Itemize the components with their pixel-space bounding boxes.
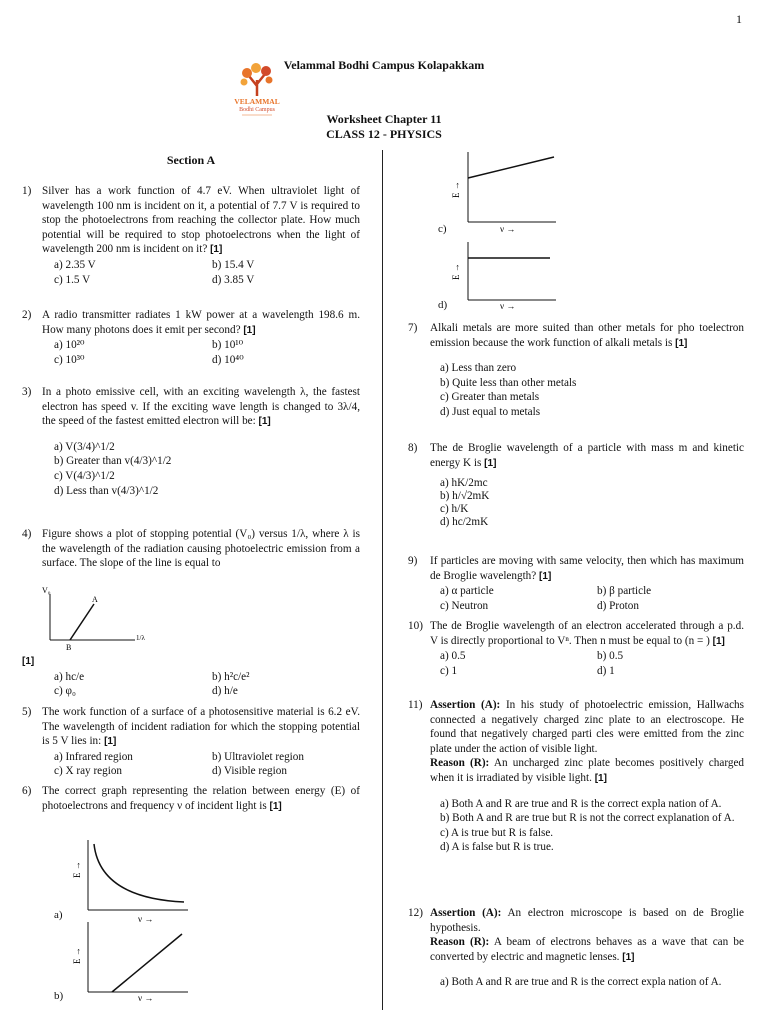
options: [440, 649, 744, 678]
option-a: a) V(3/4)^1/2: [54, 440, 115, 453]
energy-axis-label: E →: [72, 861, 82, 878]
option-d: d) Just equal to metals: [440, 405, 541, 418]
option-b: b) Ultraviolet region: [212, 750, 304, 763]
question-text: The work function of a surface of a photosensitive material is 6.2 eV. The wavelength of incident radiation for which the stopping potential is 5 V lies in:: [42, 706, 360, 748]
option-b: b) Greater than v(4/3)^1/2: [54, 455, 172, 468]
question-6: 6) The correct graph representing the relation between energy (E) of photoelectrons and frequency ν of incident light is [1]: [22, 785, 360, 812]
options: [440, 797, 744, 855]
freq-axis-label: ν →: [138, 993, 154, 1003]
logo-text-2: Bodhi Campus: [239, 107, 275, 113]
option-a: a) 0.5: [440, 650, 466, 663]
column-divider: [382, 150, 383, 1010]
question-9: 9) If particles are moving with same velocity, then which has maximum de Broglie wavelength? [1] a) α particle b) β particle c) Neutron d) Proton: [408, 555, 744, 612]
option-a: a) α particle: [440, 585, 494, 598]
question-2: 2) A radio transmitter radiates 1 kW power at a wavelength 198.6 m. How many photons does it emit per second? [1] a) 10²⁰ b) 10¹⁰ c) 10³⁰ d) 10⁴⁰: [22, 309, 360, 366]
option-d: d) Visible region: [212, 765, 287, 778]
option-b: b) Quite less than other metals: [440, 376, 577, 389]
options: [440, 584, 744, 613]
option-a: a) hc/e: [54, 670, 85, 683]
option-b: b) β particle: [597, 585, 652, 598]
freq-axis-label: ν →: [138, 914, 154, 924]
energy-axis-label: E →: [72, 947, 82, 964]
option-b: b) Both A and R are true but R is not the correct explanation of A.: [440, 812, 735, 825]
page-number: 1: [736, 12, 742, 26]
option-b: b): [54, 990, 64, 1002]
option-c: c) h/K: [440, 503, 469, 516]
logo-text-1: VELAMMAL: [234, 97, 280, 106]
question-8: 8) The de Broglie wavelength of a particle with mass m and kinetic energy K is [1] a) hK/2mc b) h/√2mK c) h/K d) hc/2mK: [408, 442, 744, 529]
option-c: c) X ray region: [54, 765, 123, 778]
stopping-potential-graph: [40, 586, 150, 661]
option-a: a) Less than zero: [440, 362, 517, 375]
option-c: c) Neutron: [440, 599, 489, 612]
question-text: The de Broglie wavelength of a particle with mass m and kinetic energy K is: [430, 442, 744, 469]
option-b: b) 0.5: [597, 650, 624, 663]
option-a: a) Infrared region: [54, 750, 133, 763]
question-4: 4) Figure shows a plot of stopping potential (V₀) versus 1/λ, where λ is the wavelength of the radiation causing photoelectric emission from a surface. The slope of the line is equal to: [22, 528, 360, 570]
option-d: d) 10⁴⁰: [212, 353, 244, 366]
question-3: 3) In a photo emissive cell, with an exciting wavelength λ, the fastest electron has speed v. If the exciting wave length is changed to 3λ/4, the speed of the fastest emitted electron will be: [1] a) V(3/4)^1/2 b) Greater than v(4/3)^1/2 c) V(4/3)^1/2 d) Less than v(4/3)^1/2: [22, 386, 360, 497]
option-d-label: d): [438, 299, 448, 311]
question-text: If particles are moving with same velocity, then which has maximum de Broglie wavelength?: [430, 555, 744, 582]
option-b: b) h/√2mK: [440, 490, 490, 503]
graph-option-c: [450, 150, 560, 239]
option-c: c) 10³⁰: [54, 353, 85, 366]
option-c: c) 1.5 V: [54, 273, 91, 286]
option-c: c) V(4/3)^1/2: [54, 469, 115, 482]
section-a-heading: Section A: [166, 153, 216, 167]
option-d: d) Less than v(4/3)^1/2: [54, 484, 159, 497]
options: [440, 477, 744, 529]
question-12: 12) Assertion (A): An electron microscope is based on de Broglie hypothesis. Reason (R): A beam of electrons behaves as a wave that can be converted by electric and magnetic lenses. [1] a) Both A and R are true and R is the correct expla nation of A.: [408, 907, 744, 989]
school-name: Velammal Bodhi Campus Kolapakkam: [283, 58, 485, 72]
point-a-label: A: [92, 595, 98, 604]
option-c-label: c): [438, 223, 447, 235]
question-text: Alkali metals are more suited than other metals for pho toelectron emission because the work function of alkali metals is: [430, 322, 744, 349]
energy-axis-label: E →: [451, 263, 461, 280]
worksheet-title: Worksheet Chapter 11: [326, 112, 442, 126]
question-1: 1) Silver has a work function of 4.7 eV. When ultraviolet light of wavelength 100 nm is incident on it, a potential of 7.7 V is required to stop the photoelectrons from reaching the collector plate. How much potential will be required to stop photoelectrons when the light of wavelength 200 nm is incident on it? [1] a) 2.35 V b) 15.4 V c) 1.5 V d) 3.85 V: [22, 185, 360, 286]
option-d: d) A is false but R is true.: [440, 841, 554, 854]
question-5: 5) The work function of a surface of a photosensitive material is 6.2 eV. The wavelength of incident radiation for which the stopping potential is 5 V lies in: [1] a) Infrared region b) Ultraviolet region c) X ray region d) Visible region: [22, 706, 360, 778]
energy-axis-label: E →: [451, 181, 461, 198]
option-a: a): [54, 909, 63, 921]
question-text: The de Broglie wavelength of an electron accelerated through a p.d. V is directly proportional to Vⁿ. Then n must be equal to (n = ): [430, 620, 744, 647]
options: [440, 975, 744, 990]
option-d: d) Proton: [597, 599, 639, 612]
option-a: a) 2.35 V: [54, 258, 96, 271]
point-b-label: B: [66, 643, 72, 652]
question-text: The correct graph representing the relation between energy (E) of photoelectrons and frequency ν of incident light is: [42, 785, 360, 812]
options: [54, 670, 360, 699]
option-d: d) h/e: [212, 685, 238, 698]
option-b: b) h²c/e²: [212, 670, 250, 683]
question-text: Silver has a work function of 4.7 eV. When ultraviolet light of wavelength 100 nm is incident on it, a potential of 7.7 V is required to stop the photoelectrons from reaching the collector plate. How much potential will be required to stop photoelectrons when the light of wavelength 200 nm is incident on it?: [42, 185, 360, 256]
question-text: A radio transmitter radiates 1 kW power at a wavelength 198.6 m. How many photons does it emit per second?: [42, 309, 360, 336]
axis-label-v0: V₀: [42, 586, 51, 595]
option-a: a) Both A and R are true and R is the correct expla nation of A.: [440, 976, 722, 989]
option-c: c) A is true but R is false.: [440, 826, 554, 839]
option-b: b) 10¹⁰: [212, 339, 244, 352]
question-text: In a photo emissive cell, with an exciting wavelength λ, the fastest electron has speed v. If the exciting wave length is changed to 3λ/4, the speed of the fastest emitted electron will be:: [42, 386, 360, 428]
option-c: c) 1: [440, 664, 458, 677]
reason-text: An uncharged zinc plate becomes positively charged when it is irradiated by visible light.: [430, 757, 744, 784]
worksheet-heading: [0, 112, 768, 142]
freq-axis-label: ν →: [500, 301, 516, 310]
option-c: c) φ₀: [54, 685, 76, 698]
options: [54, 440, 360, 498]
question-11: 11) Assertion (A): In his study of photoelectric emission, Hallwachs connected a negatively charged zinc plate to an electroscope. He found that negatively charged parti cles were emitted from the zinc plate under the action of visible light. Reason (R): An uncharged zinc plate becomes positively charged when it is irradiated by visible light. [1] a) Both A and R are true and R is the correct expla nation of A. b) Both A and R are true but R is not the correct explanation of A. c) A is true but R is false. d) A is false but R is true.: [408, 699, 744, 854]
assertion-text: In his study of photoelectric emission, Hallwachs connected a negatively charged zinc plate to an electroscope. He found that negatively charged parti cles were emitted from the zinc plate under the action of visible light.: [430, 699, 744, 755]
option-c: c) Greater than metals: [440, 391, 540, 404]
options: [54, 258, 360, 287]
question-10: 10) The de Broglie wavelength of an electron accelerated through a p.d. V is directly proportional to Vⁿ. Then n must be equal to (n = ) [1] a) 0.5 b) 0.5 c) 1 d) 1: [408, 620, 744, 677]
reason-text: A beam of electrons behaves as a wave that can be converted by electric and magnetic lenses.: [430, 936, 744, 963]
graph-option-b: [72, 920, 192, 1009]
class-title: CLASS 12 - PHYSICS: [326, 127, 442, 141]
freq-axis-label: ν →: [500, 224, 516, 234]
option-a: a) Both A and R are true and R is the correct expla nation of A.: [440, 797, 722, 810]
option-b: b) 15.4 V: [212, 258, 255, 271]
option-d: d) 1: [597, 664, 615, 677]
option-a: a) hK/2mc: [440, 477, 488, 490]
graph-option-a: [72, 836, 192, 929]
question-7: 7) Alkali metals are more suited than other metals for pho toelectron emission because the work function of alkali metals is [1] a) Less than zero b) Quite less than other metals c) Greater than metals d) Just equal to metals: [408, 322, 744, 418]
option-a: a) 10²⁰: [54, 339, 85, 352]
options: [54, 338, 360, 367]
options: [440, 361, 744, 419]
option-d: d) hc/2mK: [440, 516, 489, 529]
question-4-options: [1] a) hc/e b) h²c/e² c) φ₀ d) h/e: [22, 655, 360, 699]
question-text: Figure shows a plot of stopping potential (V₀) versus 1/λ, where λ is the wavelength of the radiation causing photoelectric emission from a surface. The slope of the line is equal to: [42, 528, 360, 570]
assertion-text: An electron microscope is based on de Broglie hypothesis.: [430, 907, 744, 934]
option-d: d) 3.85 V: [212, 273, 255, 286]
options: [54, 750, 360, 779]
graph-option-d: [450, 240, 560, 315]
axis-label-inv-lambda: 1/λ: [136, 634, 145, 642]
